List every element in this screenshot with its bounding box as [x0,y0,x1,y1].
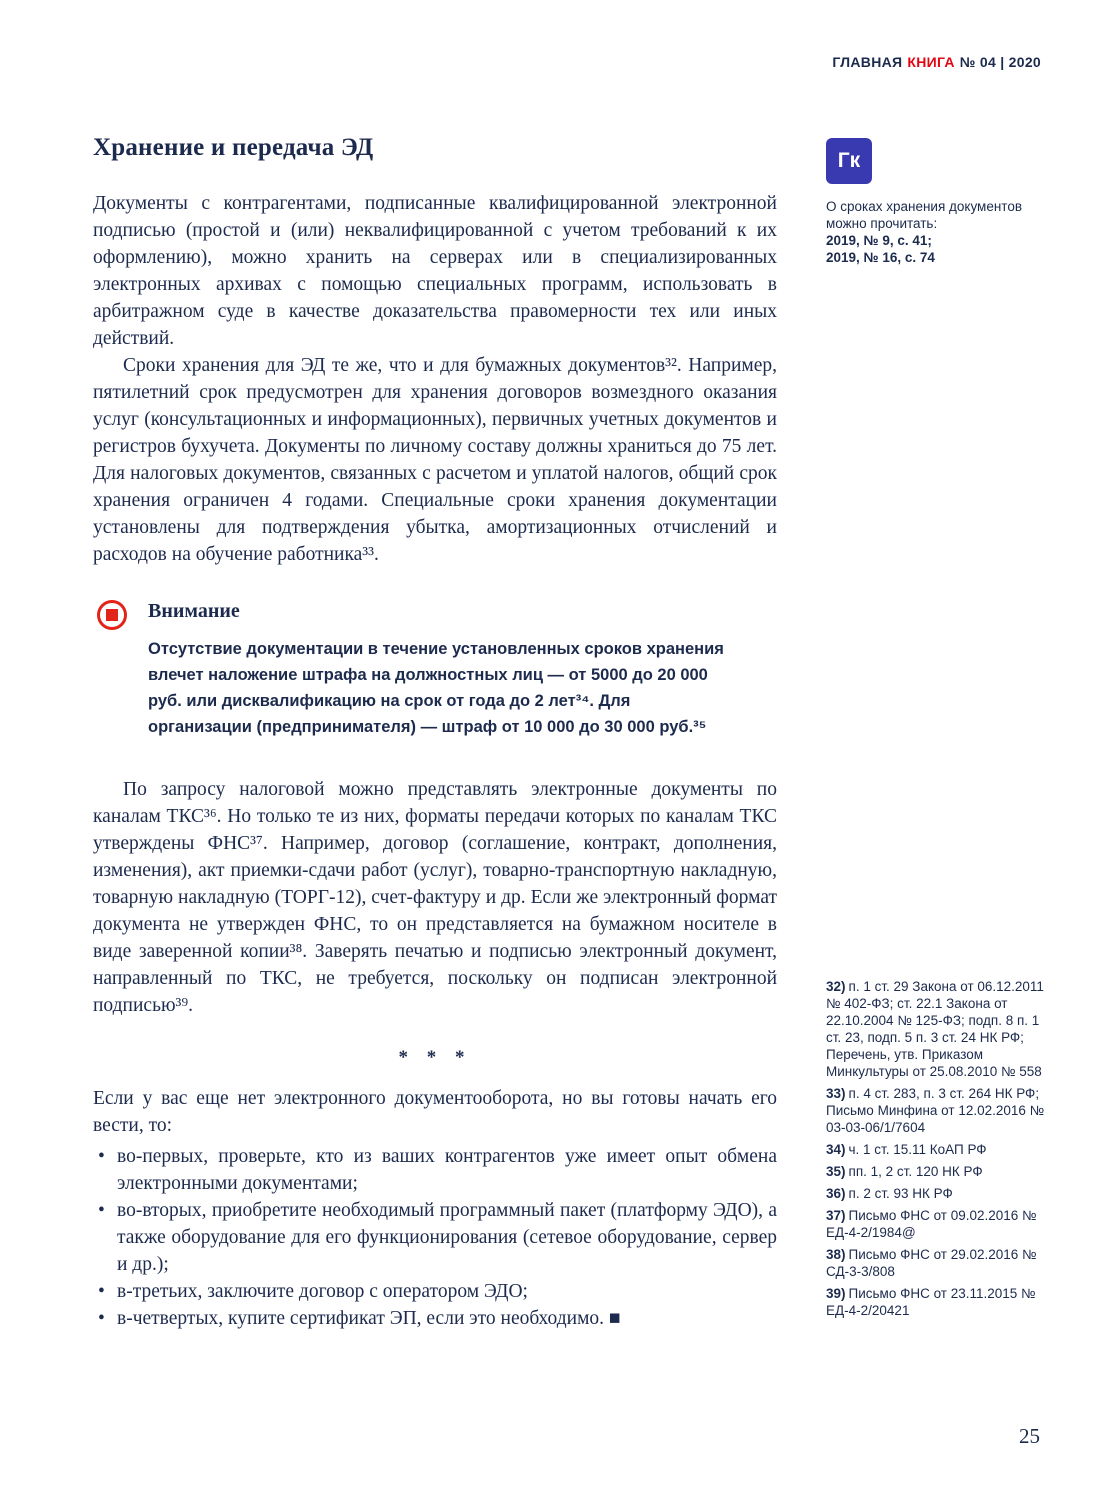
footnote-number: 37) [826,1208,846,1223]
footnote-text: ч. 1 ст. 15.11 КоАП РФ [848,1142,987,1157]
attention-box [93,600,777,740]
page-header [832,54,1041,70]
footnote-number: 36) [826,1186,846,1201]
footnote-text: Письмо ФНС от 09.02.2016 № ЕД-4-2/1984@ [826,1208,1037,1240]
footnote-text: пп. 1, 2 ст. 120 НК РФ [848,1164,983,1179]
footnote-34 [826,1141,1054,1158]
brand-glavnaya: ГЛАВНАЯ [832,54,903,70]
sidebar-reference: 2019, № 9, с. 41; [826,233,932,248]
paragraph-2: Сроки хранения для ЭД те же, что и для бумажных документов³². Например, пятилетний срок предусмотрен для хранения договоров возмездного оказания услуг (консультационных и информационных), первичных учетных документов и регистров бухучета. Документы по личному составу должны храниться до 75 лет. Для налоговых документов, связанных с расчетом и уплатой налогов, общий срок хранения ограничен 4 годами. Специальные сроки хранения документации установлены для подтверждения убытка, амортизационных отчислений и расходов на обучение работника³³. [93,355,777,565]
footnote-number: 35) [826,1164,846,1179]
gk-logo-text: Гк [837,149,861,172]
list-item: • в-третьих, заключите договор с оператором ЭДО; [93,1278,777,1305]
footnote-text: Письмо ФНС от 29.02.2016 № СД-3-3/808 [826,1247,1037,1279]
section-separator: * * * [398,1047,472,1068]
list-item: • во-первых, проверьте, кто из ваших контрагентов уже имеет опыт обмена электронными документами; [93,1143,777,1197]
gk-logo [826,138,872,184]
paragraph-3: По запросу налоговой можно представлять электронные документы по каналам ТКС³⁶. Но только те из них, форматы передачи которых по каналам ТКС утверждены ФНС³⁷. Например, договор (соглашение, контракт, дополнения, изменения), акт приемки-сдачи работ (услуг), товарно-транспортную накладную, товарную накладную (ТОРГ-12), счет-фактуру и др. Если же электронный формат документа не утвержден ФНС, то он представляется на бумажном носителе в виде заверенной копии³⁸. Заверять печатью и подписью электронный документ, направленный по ТКС, не требуется, поскольку он подписан электронной подписью³⁹. [93,779,777,1016]
article-column [93,134,777,1332]
attention-title: Внимание [148,600,240,622]
footnote-39 [826,1285,1054,1319]
list-item: • во-вторых, приобретите необходимый программный пакет (платформу ЭДО), а также оборудование для его функционирования (сетевое оборудование, сервер и др.); [93,1197,777,1278]
footnote-number: 38) [826,1247,846,1262]
sidebar-reference: 2019, № 16, с. 74 [826,250,935,265]
page-number: 25 [1019,1424,1040,1448]
list-item: • в-четвертых, купите сертификат ЭП, если это необходимо. ■ [93,1305,777,1332]
issue-number: № 04 | 2020 [959,54,1041,70]
attention-icon-square [106,609,118,621]
footnote-text: Письмо ФНС от 23.11.2015 № ЕД-4-2/20421 [826,1286,1036,1318]
brand-kniga: КНИГА [907,54,955,70]
closing-intro: Если у вас еще нет электронного документооборота, но вы готовы начать его вести, то: [93,1088,777,1136]
footnote-33 [826,1085,1054,1136]
footnote-number: 39) [826,1286,846,1301]
article-title: Хранение и передача ЭД [93,134,374,161]
paragraph-1: Документы с контрагентами, подписанные квалифицированной электронной подписью (простой и (или) неквалифицированной с учетом требований к их оформлению), можно хранить на серверах или в специализированных электронных архивах с помощью специальных программ, использовать в арбитражном суде в качестве доказательства правомерности тех или иных действий. [93,193,777,349]
footnote-text: п. 4 ст. 283, п. 3 ст. 264 НК РФ; Письмо Минфина от 12.02.2016 № 03-03-06/1/7604 [826,1086,1045,1135]
footnote-32 [826,978,1054,1080]
footnote-number: 32) [826,979,846,994]
bullet-list [93,1143,777,1332]
footnote-text: п. 2 ст. 93 НК РФ [848,1186,953,1201]
footnote-36 [826,1185,1054,1202]
footnote-35 [826,1163,1054,1180]
footnote-text: п. 1 ст. 29 Закона от 06.12.2011 № 402-ФЗ; ст. 22.1 Закона от 22.10.2004 № 125-ФЗ; подп. 8 п. 1 ст. 23, подп. 5 п. 3 ст. 24 НК РФ; Перечень, утв. Приказом Минкультуры от 25.08.2010 № 558 [826,979,1044,1079]
footnote-38 [826,1246,1054,1280]
sidebar [826,138,1050,266]
footnote-number: 33) [826,1086,846,1101]
footnote-number: 34) [826,1142,846,1157]
attention-text: Отсутствие документации в течение установленных сроков хранения влечет наложение штрафа на должностных лиц — от 5000 до 20 000 руб. или дисквалификацию на срок от года до 2 лет³⁴. Для организации (предпринимателя) — штраф от 10 000 до 30 000 руб.³⁵ [148,640,724,736]
sidebar-note-intro: О сроках хранения документов можно прочитать: [826,199,1023,231]
sidebar-note [826,198,1050,266]
footnotes-block [826,978,1054,1324]
attention-icon [97,600,127,630]
footnote-37 [826,1207,1054,1241]
